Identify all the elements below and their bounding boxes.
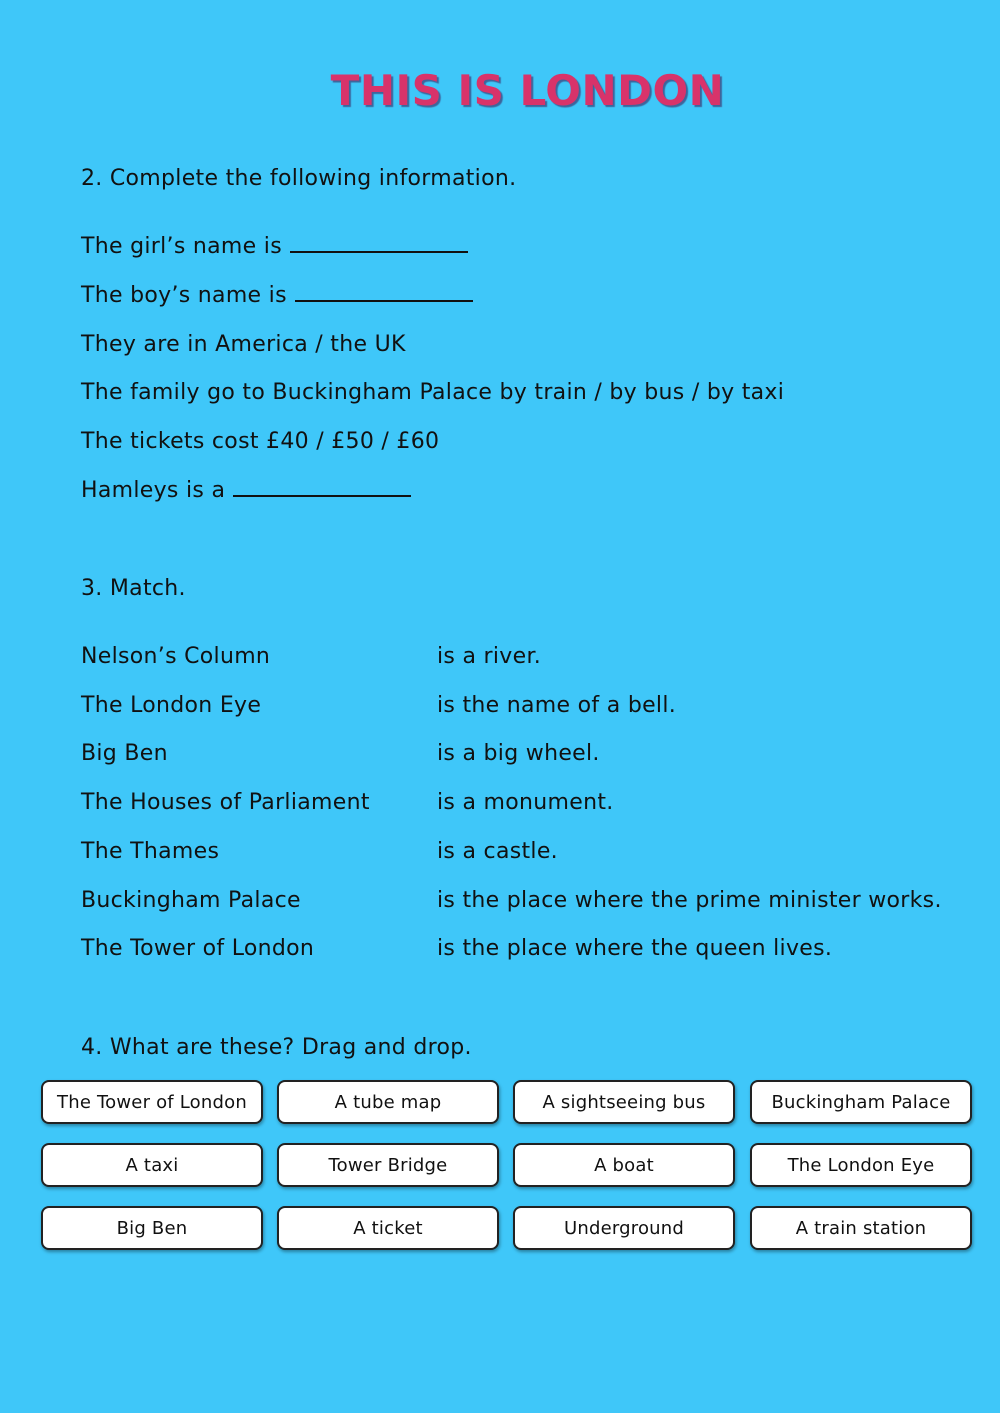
girl-name-label: The girl’s name is xyxy=(81,234,282,259)
match-right-item[interactable]: is a monument. xyxy=(437,790,614,815)
match-left-item[interactable]: The Tower of London xyxy=(81,936,315,961)
match-left-item[interactable]: The Houses of Parliament xyxy=(81,790,370,815)
drag-chip-tower-of-london[interactable]: The Tower of London xyxy=(41,1080,263,1124)
hamleys-blank[interactable] xyxy=(233,479,411,497)
boy-name-blank[interactable] xyxy=(295,284,473,302)
match-left-item[interactable]: Nelson’s Column xyxy=(81,644,271,669)
girl-name-line xyxy=(81,234,468,259)
match-right-item[interactable]: is a big wheel. xyxy=(437,741,600,766)
drag-chip-underground[interactable]: Underground xyxy=(513,1206,735,1250)
drag-chip-train-station[interactable]: A train station xyxy=(750,1206,972,1250)
match-right-item[interactable]: is the place where the prime minister works. xyxy=(437,888,942,913)
drag-chip-ticket[interactable]: A ticket xyxy=(277,1206,499,1250)
section-3-heading: 3. Match. xyxy=(81,576,186,601)
girl-name-blank[interactable] xyxy=(290,235,468,253)
match-left-item[interactable]: Big Ben xyxy=(81,741,168,766)
match-left-item[interactable]: The Thames xyxy=(81,839,220,864)
page-title: THIS IS LONDON xyxy=(330,66,725,115)
country-line[interactable]: They are in America / the UK xyxy=(81,332,406,357)
drag-chip-tube-map[interactable]: A tube map xyxy=(277,1080,499,1124)
match-right-item[interactable]: is a castle. xyxy=(437,839,558,864)
boy-name-label: The boy’s name is xyxy=(81,283,287,308)
tickets-line[interactable]: The tickets cost £40 / £50 / £60 xyxy=(81,429,440,454)
drag-chip-sightseeing-bus[interactable]: A sightseeing bus xyxy=(513,1080,735,1124)
hamleys-line xyxy=(81,478,411,503)
section-2-heading: 2. Complete the following information. xyxy=(81,166,517,191)
hamleys-label: Hamleys is a xyxy=(81,478,226,503)
match-left-item[interactable]: Buckingham Palace xyxy=(81,888,301,913)
match-right-item[interactable]: is the name of a bell. xyxy=(437,693,677,718)
match-right-item[interactable]: is a river. xyxy=(437,644,542,669)
match-left-item[interactable]: The London Eye xyxy=(81,693,262,718)
drag-chip-london-eye[interactable]: The London Eye xyxy=(750,1143,972,1187)
match-right-item[interactable]: is the place where the queen lives. xyxy=(437,936,833,961)
section-4-heading: 4. What are these? Drag and drop. xyxy=(81,1035,472,1060)
boy-name-line xyxy=(81,283,473,308)
drag-chip-boat[interactable]: A boat xyxy=(513,1143,735,1187)
drag-chip-big-ben[interactable]: Big Ben xyxy=(41,1206,263,1250)
drag-chip-taxi[interactable]: A taxi xyxy=(41,1143,263,1187)
transport-line[interactable]: The family go to Buckingham Palace by train / by bus / by taxi xyxy=(81,380,785,405)
drag-chip-tower-bridge[interactable]: Tower Bridge xyxy=(277,1143,499,1187)
drag-chip-buckingham-palace[interactable]: Buckingham Palace xyxy=(750,1080,972,1124)
